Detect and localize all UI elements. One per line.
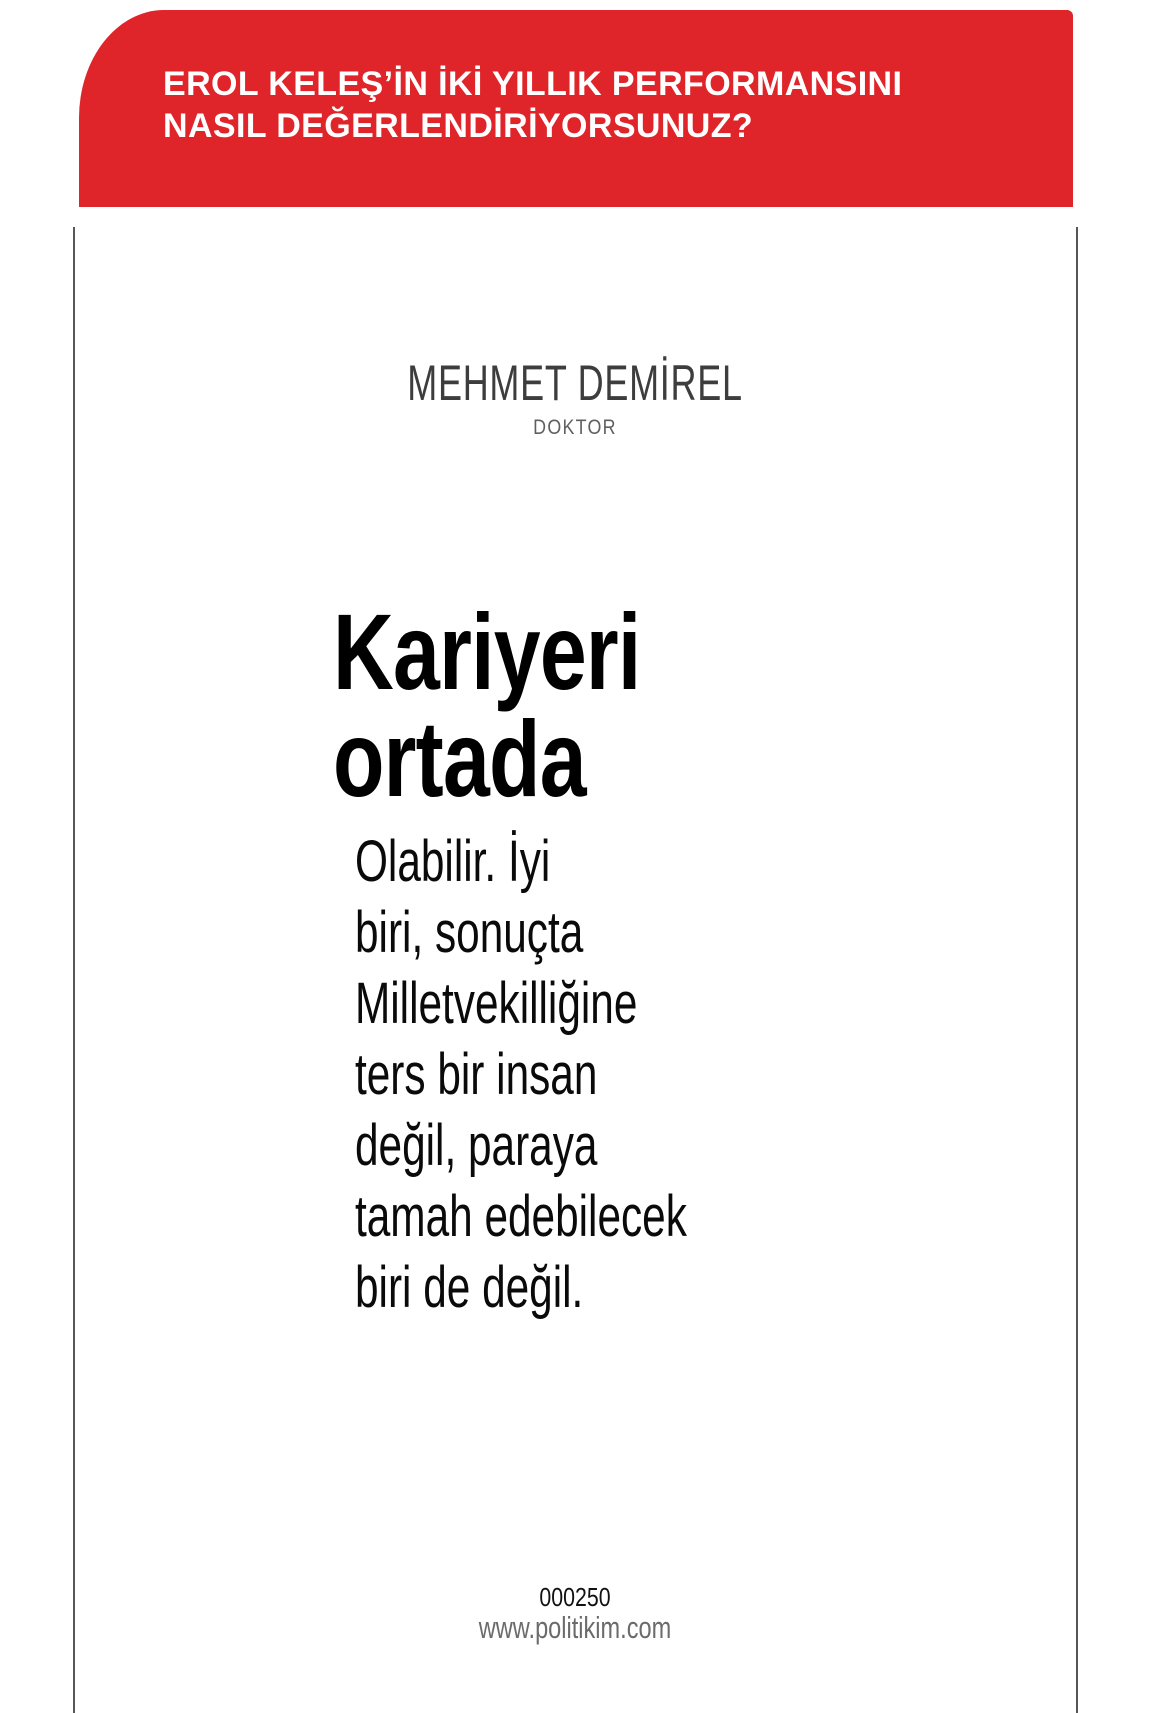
- quote-line: biri, sonuçta: [355, 900, 584, 965]
- quote-headline: [333, 591, 641, 819]
- quote-headline-line-2: ortada: [333, 698, 586, 819]
- left-page-rule: [73, 227, 75, 1713]
- respondent-name: MEHMET DEMİREL: [407, 355, 743, 411]
- right-page-rule: [1076, 227, 1078, 1713]
- quote-line: değil, paraya: [355, 1113, 598, 1178]
- record-code: 000250: [539, 1582, 611, 1612]
- quote-line: biri de değil.: [355, 1255, 584, 1320]
- quote-line: ters bir insan: [355, 1042, 598, 1107]
- quote-line: tamah edebilecek: [355, 1184, 687, 1249]
- question-line-2: NASIL DEĞERLENDİRİYORSUNUZ?: [163, 107, 754, 145]
- quote-line: Milletvekilliğine: [355, 971, 638, 1036]
- quote-line: Olabilir. İyi: [355, 829, 551, 894]
- quote-headline-line-1: Kariyeri: [333, 591, 641, 712]
- question-line-1: EROL KELEŞ’İN İKİ YILLIK PERFORMANSINI: [163, 65, 903, 103]
- quote-body: [355, 826, 687, 1323]
- website-url: www.politikim.com: [478, 1610, 672, 1645]
- respondent-title: DOKTOR: [533, 416, 617, 439]
- question-banner: [79, 10, 1073, 207]
